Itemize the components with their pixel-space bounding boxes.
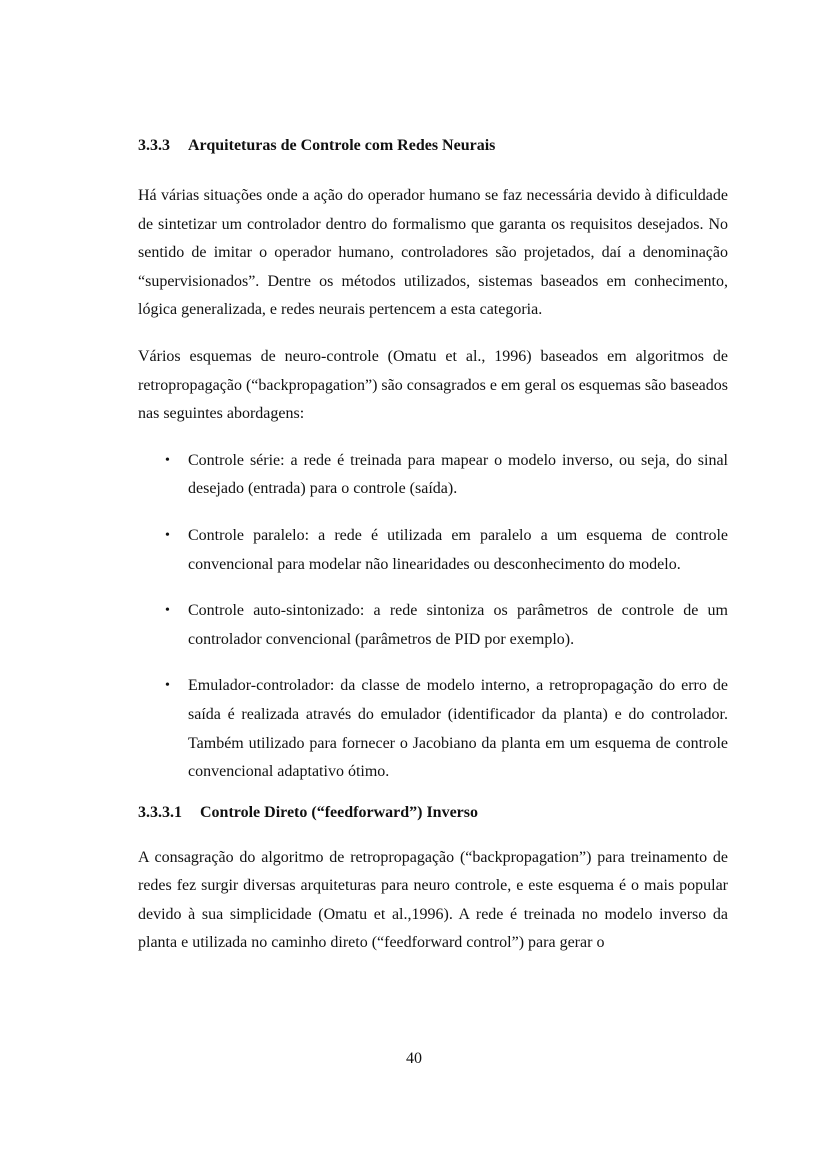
bullet-list	[138, 447, 728, 787]
bullet-icon: •	[165, 678, 170, 694]
section-heading	[138, 136, 728, 156]
subsection-heading	[138, 803, 728, 823]
paragraph-1: Há várias situações onde a ação do operador humano se faz necessária devido à dificuldade de sintetizar um controlador dentro do formalismo que garanta os requisitos desejados. No sentido de imitar o operador humano, controladores são projetados, daí a denominação “supervisionados”. Dentre os métodos utilizados, sistemas baseados em conhecimento, lógica generalizada, e redes neurais pertencem a esta categoria.	[138, 187, 728, 319]
list-item-text: Emulador-controlador: da classe de modelo interno, a retropropagação do erro de saída é realizada através do emulador (identificador da planta) e do controlador. Também utilizado para fornecer o Jacobiano da planta em um esquema de controle convencional adaptativo ótimo.	[188, 677, 728, 781]
list-item	[138, 447, 728, 504]
subsection-title: Controle Direto (“feedforward”) Inverso	[200, 803, 479, 821]
section-number: 3.3.3	[138, 137, 170, 154]
list-item	[138, 522, 728, 579]
subsection-number: 3.3.3.1	[138, 803, 182, 821]
section-title: Arquiteturas de Controle com Redes Neurais	[188, 137, 496, 154]
bullet-icon: •	[165, 452, 170, 468]
list-item-text: Controle paralelo: a rede é utilizada em paralelo a um esquema de controle convencional para modelar não linearidades ou desconhecimento do modelo.	[188, 526, 728, 573]
page-number: 40	[406, 1050, 422, 1067]
list-item-text: Controle auto-sintonizado: a rede sintoniza os parâmetros de controle de um controlador convencional (parâmetros de PID por exemplo).	[188, 602, 728, 648]
list-item-text: Controle série: a rede é treinada para mapear o modelo inverso, ou seja, do sinal desejado (entrada) para o controle (saída).	[188, 451, 728, 498]
paragraph-2: Vários esquemas de neuro-controle (Omatu et al., 1996) baseados em algoritmos de retropropagação (“backpropagation”) são consagrados e em geral os esquemas são baseados nas seguintes abordagens:	[138, 347, 728, 423]
list-item	[138, 597, 728, 654]
bullet-icon: •	[165, 527, 170, 543]
list-item	[138, 672, 728, 786]
text-column	[138, 128, 728, 958]
bullet-icon: •	[165, 603, 170, 619]
paragraph-3: A consagração do algoritmo de retropropagação (“backpropagation”) para treinamento de redes fez surgir diversas arquiteturas para neuro controle, e este esquema é o mais popular devido à sua simplicidade (Omatu et al.,1996). A rede é treinada no modelo inverso da planta e utilizada no caminho direto (“feedforward control”) para gerar o	[138, 848, 728, 952]
